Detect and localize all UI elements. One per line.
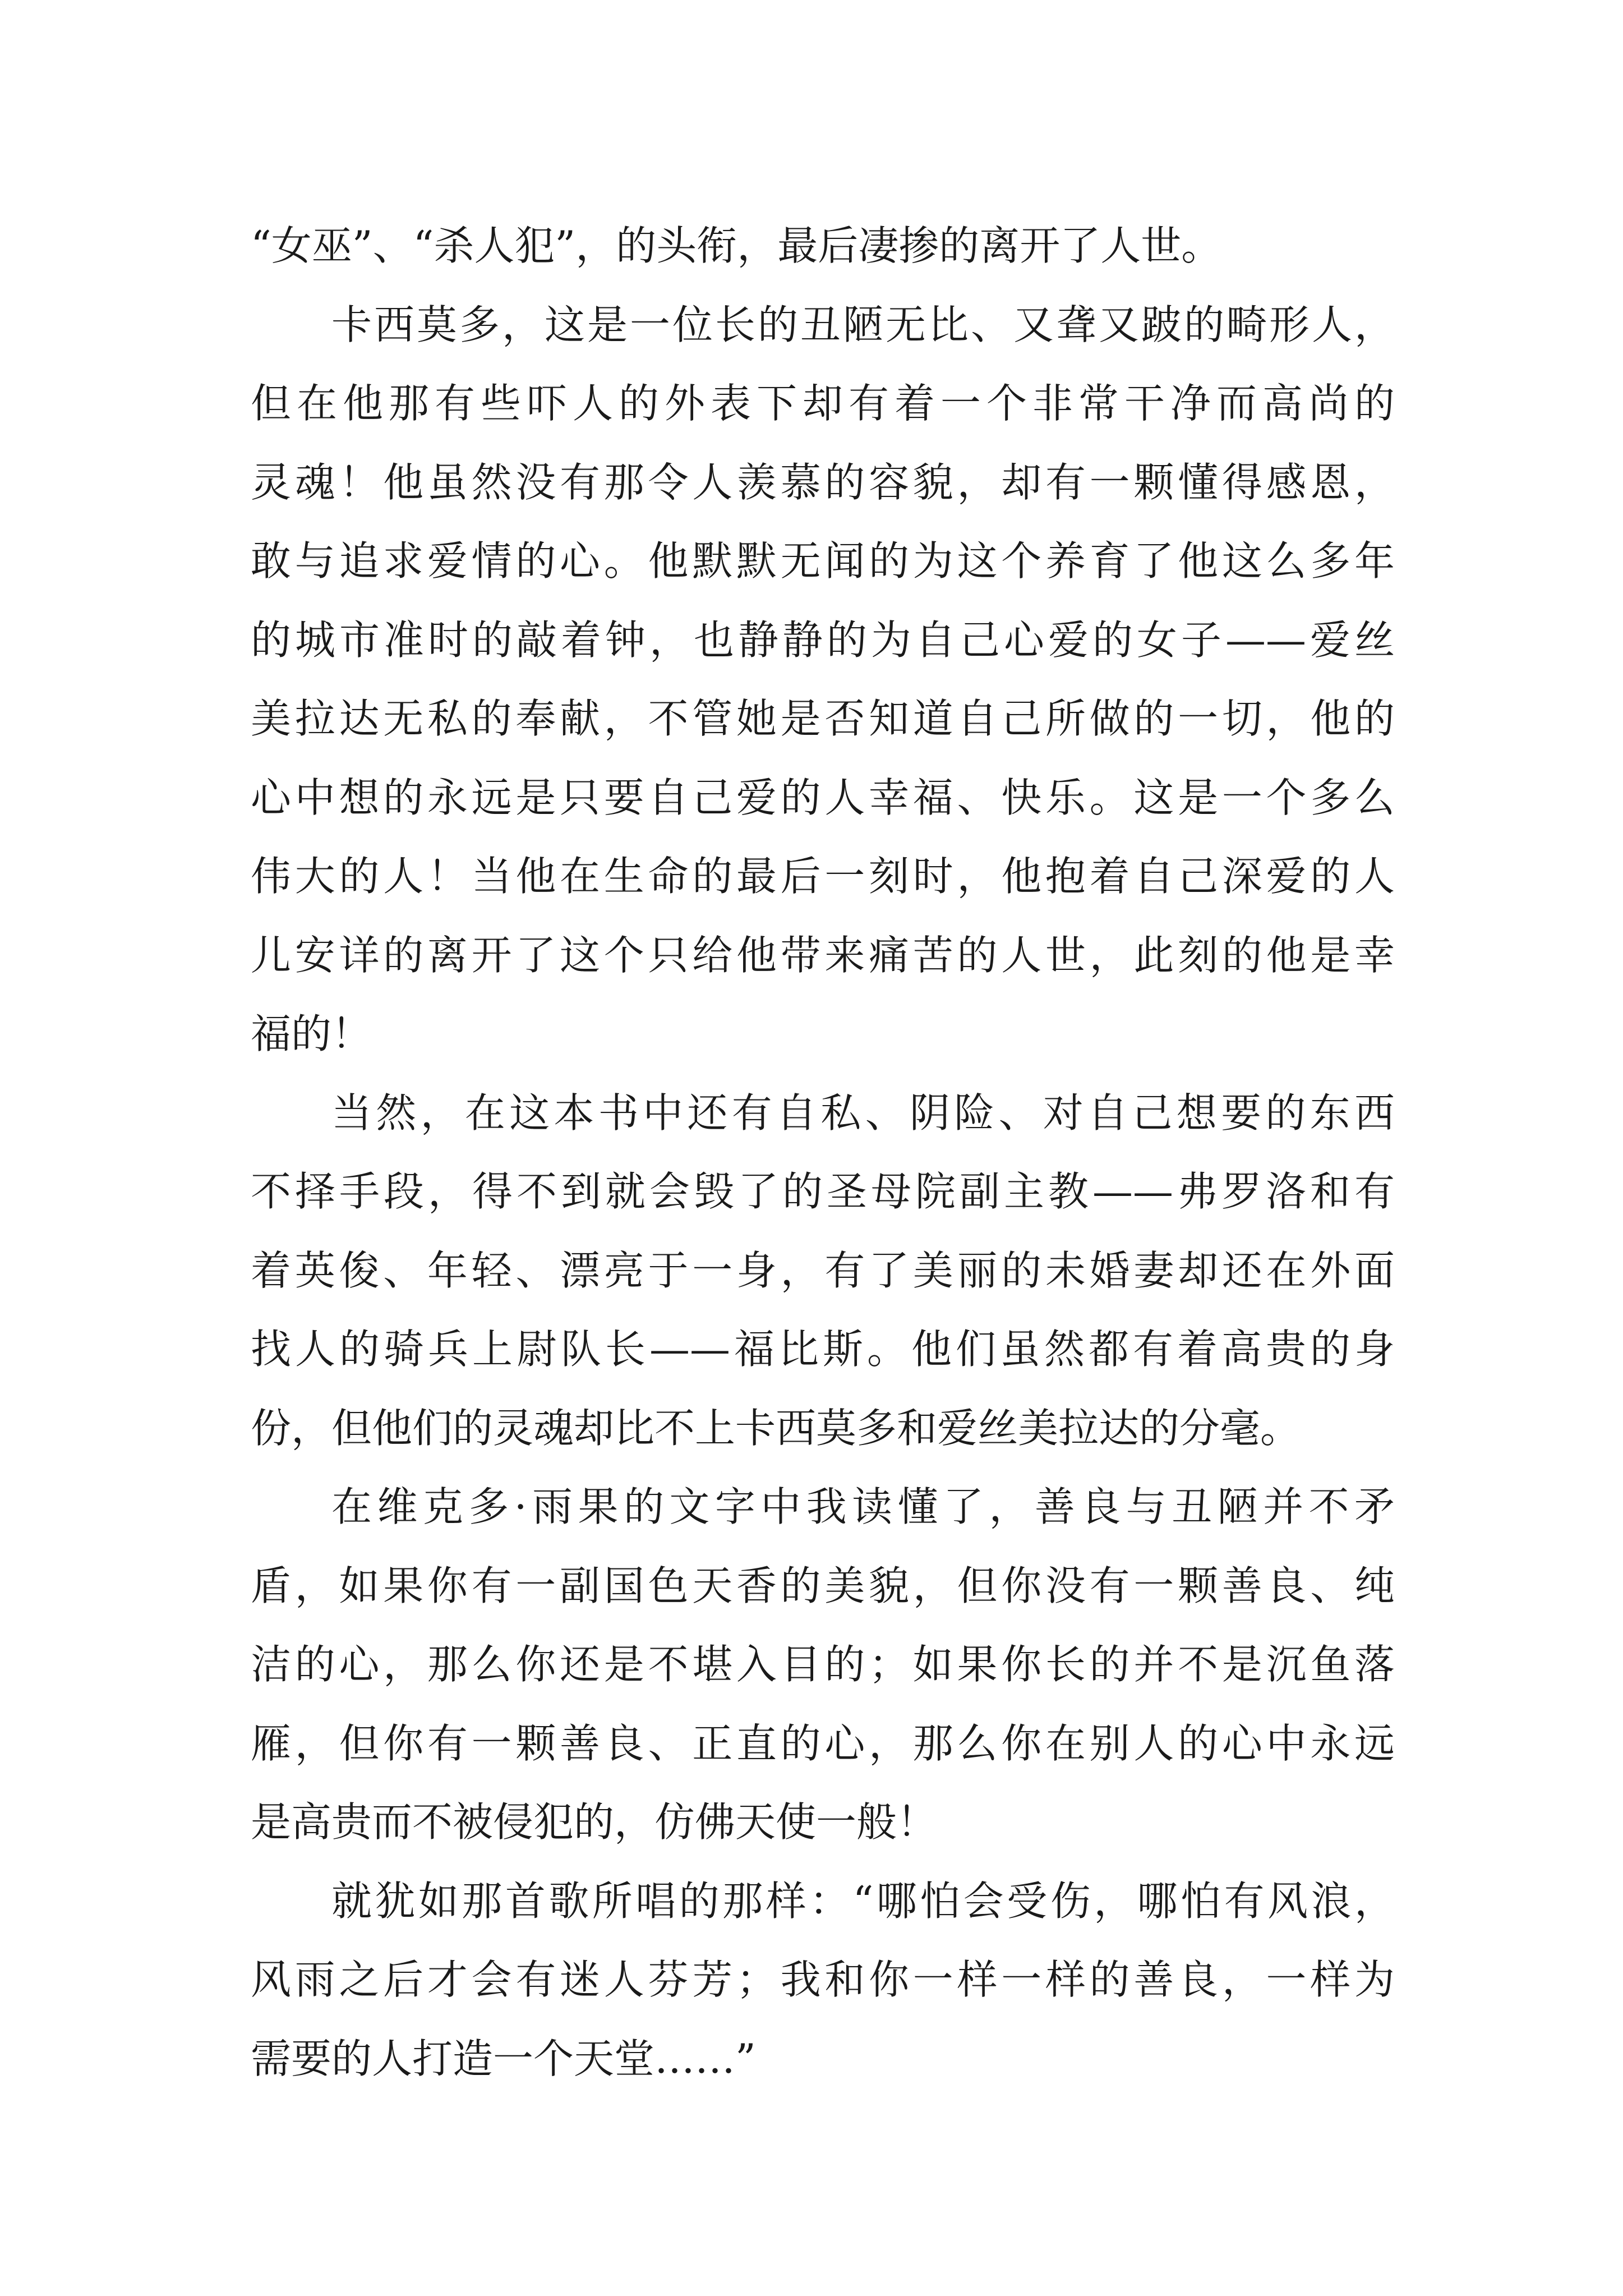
text-line: 但在他那有些吓人的外表下却有着一个非常干净而高尚的: [251, 380, 1395, 427]
text-line: 不择手段，得不到就会毁了的圣母院副主教——弗罗洛和有: [251, 1168, 1395, 1215]
text-line: 找人的骑兵上尉队长——福比斯。他们虽然都有着高贵的身: [251, 1326, 1395, 1373]
text-line: “女巫”、“杀人犯”，的头衔，最后凄掺的离开了人世。: [251, 222, 1222, 269]
text-line: 在维克多·雨果的文字中我读懂了，善良与丑陋并不矛: [331, 1483, 1395, 1530]
text-line: 伟大的人！当他在生命的最后一刻时，他抱着自己深爱的人: [251, 853, 1395, 900]
text-line: 当然，在这本书中还有自私、阴险、对自己想要的东西: [331, 1089, 1395, 1137]
text-line: 福的！: [251, 1010, 372, 1057]
text-line: 盾，如果你有一副国色天香的美貌，但你没有一颗善良、纯: [251, 1562, 1395, 1609]
text-line: 着英俊、年轻、漂亮于一身，有了美丽的未婚妻却还在外面: [251, 1246, 1395, 1294]
text-line: 就犹如那首歌所唱的那样：“哪怕会受伤，哪怕有风浪，: [331, 1877, 1395, 1925]
text-line: 的城市准时的敲着钟，也静静的为自己心爱的女子——爱丝: [251, 616, 1395, 664]
essay-body: [251, 206, 1395, 2098]
text-line: 需要的人打造一个天堂……”: [251, 2035, 756, 2082]
text-line: 雁，但你有一颗善良、正直的心，那么你在别人的心中永远: [251, 1719, 1395, 1767]
text-line: 灵魂！他虽然没有那令人羡慕的容貌，却有一颗懂得感恩，: [251, 458, 1395, 506]
text-line: 是高贵而不被侵犯的，仿佛天使一般！: [251, 1798, 938, 1846]
text-line: 心中想的永远是只要自己爱的人幸福、快乐。这是一个多么: [251, 774, 1395, 821]
text-line: 洁的心，那么你还是不堪入目的；如果你长的并不是沉鱼落: [251, 1641, 1395, 1688]
text-line: 美拉达无私的奉献，不管她是否知道自己所做的一切，他的: [251, 695, 1395, 742]
text-line: 敢与追求爱情的心。他默默无闻的为这个养育了他这么多年: [251, 537, 1395, 585]
text-line: 风雨之后才会有迷人芬芳；我和你一样一样的善良，一样为: [251, 1956, 1395, 2003]
text-line: 份，但他们的灵魂却比不上卡西莫多和爱丝美拉达的分毫。: [251, 1404, 1301, 1452]
text-line: 儿安详的离开了这个只给他带来痛苦的人世，此刻的他是幸: [251, 931, 1395, 979]
text-line: 卡西莫多，这是一位长的丑陋无比、又聋又跛的畸形人，: [331, 301, 1395, 348]
